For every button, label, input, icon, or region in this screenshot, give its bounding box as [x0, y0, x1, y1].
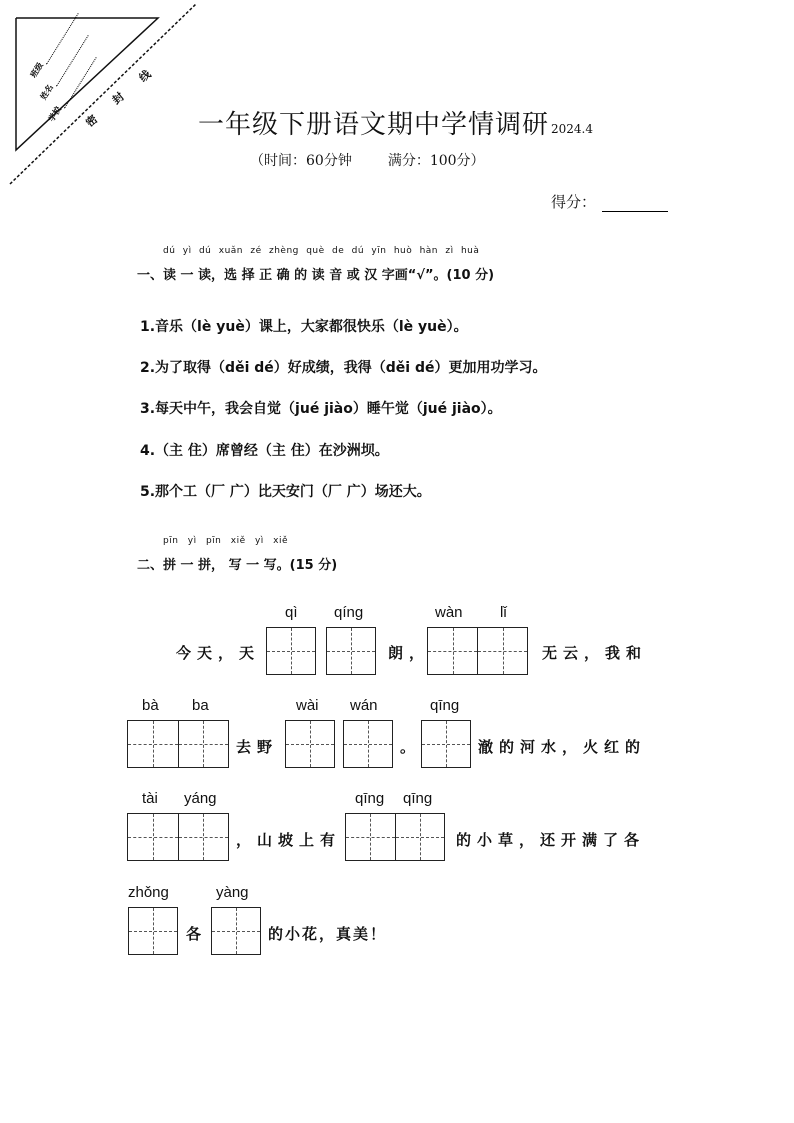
pinyin-label: tài: [142, 790, 158, 807]
question-3: 3.每天中午，我会自觉（jué jiào）睡午觉（jué jiào）。: [140, 401, 502, 417]
pinyin-label: wài: [296, 697, 319, 714]
title-date: 2024.4: [551, 122, 594, 136]
writing-box[interactable]: [127, 720, 229, 768]
pinyin-label: wàn: [435, 604, 463, 621]
pinyin-label: qíng: [334, 604, 364, 621]
fill-text: 。: [400, 738, 422, 756]
seal-mark: 密 封 线: [83, 61, 162, 130]
score-label: 得分：: [551, 193, 597, 211]
question-5: 5.那个工（厂 广）比天安门（厂 广）场还大。: [140, 484, 431, 500]
fill-text: ，山坡上有: [236, 831, 342, 849]
writing-box[interactable]: [345, 813, 445, 861]
fill-text: 各: [186, 925, 208, 943]
fill-text: 的小草，还开满了各: [456, 831, 646, 849]
pinyin-label: qīng: [430, 697, 460, 714]
seal-school-label: 学校: [46, 52, 97, 124]
fill-text: 澈的河水，火红的: [478, 738, 647, 756]
pinyin-label: zhǒng: [128, 884, 169, 901]
pinyin-label: ba: [192, 697, 209, 714]
section1-heading: 一、读 一 读，选 择 正 确 的 读 音 或 汉 字画“√”。(10 分): [137, 268, 495, 283]
writing-box[interactable]: [421, 720, 471, 768]
pinyin-label: qīng: [355, 790, 385, 807]
writing-box[interactable]: [343, 720, 393, 768]
fill-text: 无云，我和: [542, 644, 648, 662]
question-2: 2.为了取得（děi dé）好成绩，我得（děi dé）更加用功学习。: [140, 360, 547, 376]
score-field: [551, 191, 668, 212]
section2-heading: 二、拼 一 拼， 写 一 写。(15 分): [137, 558, 338, 573]
pinyin-label: wán: [350, 697, 378, 714]
pinyin-label: yàng: [216, 884, 249, 901]
question-1: 1.音乐（lè yuè）课上，大家都很快乐（lè yuè）。: [140, 319, 468, 335]
section2-pinyin: pīn yì pīn xiě yì xiě: [163, 536, 289, 546]
pinyin-label: bà: [142, 697, 159, 714]
seal-corner: [0, 0, 240, 200]
subtitle-time: （时间：60分钟: [250, 153, 352, 169]
page-title: 一年级下册语文期中学情调研 2024.4: [198, 110, 594, 140]
writing-box[interactable]: [211, 907, 261, 955]
pinyin-label: lǐ: [500, 604, 507, 621]
score-blank[interactable]: [602, 195, 668, 212]
fill-text: 朗，: [388, 644, 431, 662]
pinyin-label: qīng: [403, 790, 433, 807]
pinyin-label: yáng: [184, 790, 217, 807]
writing-box[interactable]: [427, 627, 528, 675]
fill-text: 今天，天: [176, 644, 261, 662]
question-4: 4.（主 住）席曾经（主 住）在沙洲坝。: [140, 443, 389, 459]
writing-box[interactable]: [128, 907, 178, 955]
pinyin-label: qì: [285, 604, 298, 621]
subtitle: [250, 150, 521, 170]
seal-class-label: 班级: [28, 8, 79, 80]
fill-text: 去野: [236, 738, 279, 756]
fill-text: 的小花，真美！: [268, 925, 388, 943]
writing-box[interactable]: [285, 720, 335, 768]
subtitle-full: 满分：100分）: [387, 153, 485, 169]
section1-pinyin: dú yì dú xuǎn zé zhèng què de dú yīn huò hàn zì huà: [163, 246, 480, 256]
writing-box[interactable]: [266, 627, 316, 675]
writing-box[interactable]: [127, 813, 229, 861]
writing-box[interactable]: [326, 627, 376, 675]
seal-name-label: 姓名: [38, 30, 89, 102]
